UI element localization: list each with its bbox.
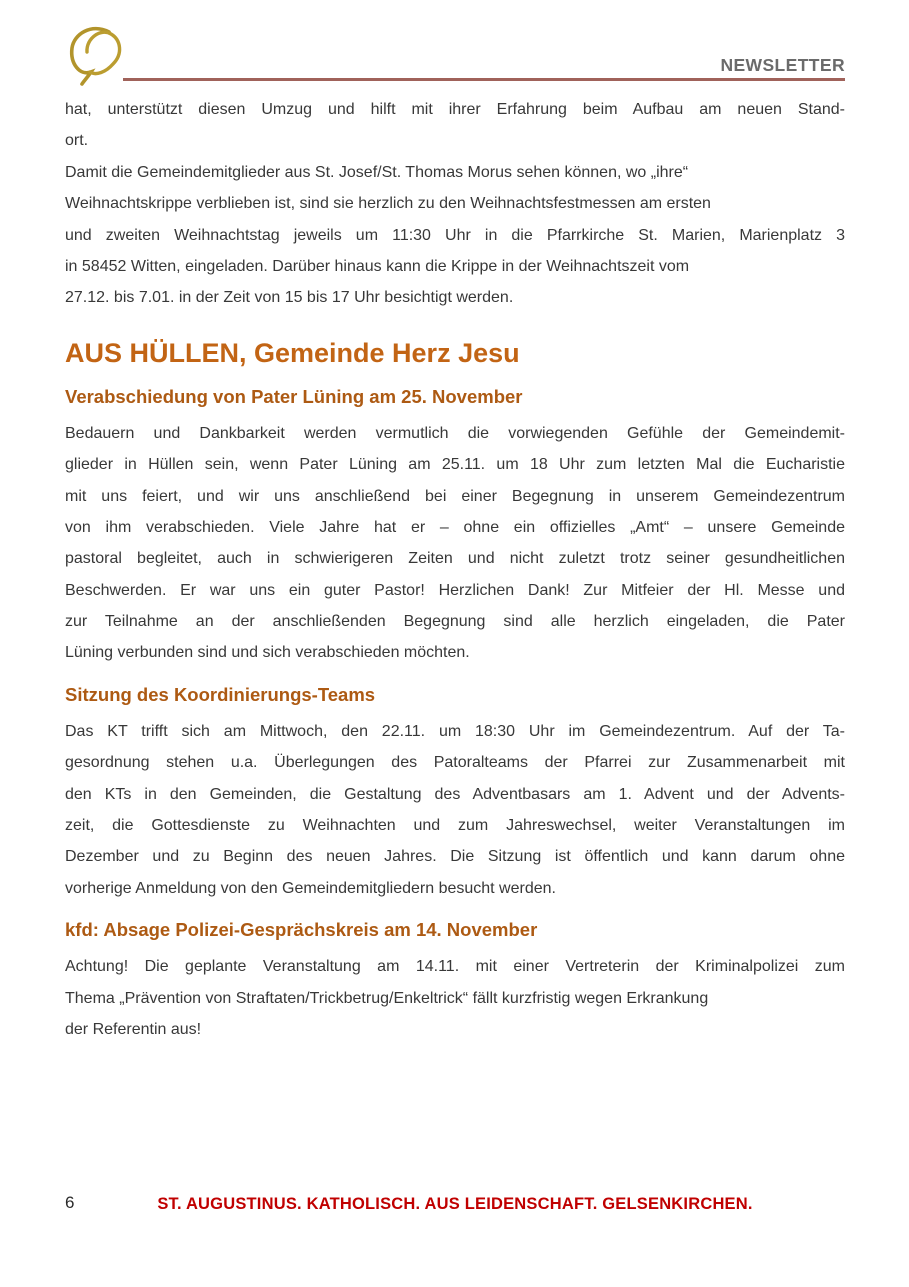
heart-logo-icon — [68, 25, 126, 87]
body-line: der Referentin aus! — [65, 1020, 202, 1038]
section-heading: AUS HÜLLEN, Gemeinde Herz Jesu — [65, 337, 520, 368]
body-line: Beschwerden. Er war uns ein guter Pastor! Herzlichen Dank! Zur Mitfeier der Hl. Messe und — [65, 581, 845, 599]
sub-heading-sitzung: Sitzung des Koordinierungs-Teams — [65, 683, 376, 705]
sub-heading-verabschiedung: Verabschiedung von Pater Lüning am 25. November — [65, 385, 523, 407]
paragraph-sitzung — [65, 716, 845, 904]
body-line: vorherige Anmeldung von den Gemeindemitgliedern besucht werden. — [65, 879, 556, 897]
footer-tagline: ST. AUGUSTINUS. KATHOLISCH. AUS LEIDENSCHAFT. GELSENKIRCHEN. — [157, 1195, 753, 1213]
body-line: glieder in Hüllen sein, wenn Pater Lüning am 25.11. um 18 Uhr zum letzten Mal die Eucharistie — [65, 456, 845, 474]
body-line: Lüning verbunden sind und sich verabschieden möchten. — [65, 644, 470, 662]
body-line: pastoral begleitet, auch in schwierigeren Zeiten und nicht zuletzt trotz seiner gesundheitlichen — [65, 550, 845, 568]
body-line: zur Teilnahme an der anschließenden Begegnung sind alle herzlich eingeladen, die Pater — [65, 613, 845, 631]
paragraph-kfd-absage — [65, 951, 845, 1045]
body-line: in 58452 Witten, eingeladen. Darüber hinaus kann die Krippe in der Weihnachtszeit vom — [65, 257, 690, 275]
body-line: Bedauern und Dankbarkeit werden vermutlich die vorwiegenden Gefühle der Gemeindemit- — [65, 424, 845, 442]
body-line: hat, unterstützt diesen Umzug und hilft mit ihrer Erfahrung beim Aufbau am neuen Stand- — [65, 101, 845, 118]
body-line: ort. — [65, 132, 89, 150]
body-line: Das KT trifft sich am Mittwoch, den 22.11. um 18:30 Uhr im Gemeindezentrum. Auf der Ta- — [65, 722, 845, 740]
body-line: gesordnung stehen u.a. Überlegungen des Patoralteams der Pfarrei zur Zusammenarbeit mit — [65, 754, 845, 772]
paragraph-verabschiedung — [65, 418, 845, 669]
body-line: Dezember und zu Beginn des neuen Jahres. Die Sitzung ist öffentlich und kann darum ohne — [65, 848, 845, 866]
page-body — [65, 94, 845, 1045]
header-rule — [123, 78, 845, 81]
body-line: den KTs in den Gemeinden, die Gestaltung des Adventbasars am 1. Advent und der Advents- — [65, 785, 845, 803]
newsletter-header-title: NEWSLETTER — [720, 55, 845, 75]
body-line: Achtung! Die geplante Veranstaltung am 14.11. mit einer Vertreterin der Kriminalpolizei zum — [65, 958, 845, 976]
body-line: Damit die Gemeindemitglieder aus St. Josef/St. Thomas Morus sehen können, wo „ihre“ — [65, 163, 689, 181]
intro-paragraph — [65, 94, 845, 314]
body-line: zeit, die Gottesdienste zu Weihnachten und zum Jahreswechsel, weiter Veranstaltungen im — [65, 817, 845, 835]
sub-heading-kfd-absage: kfd: Absage Polizei-Gesprächskreis am 14. November — [65, 919, 538, 941]
body-line: Weihnachtskrippe verblieben ist, sind sie herzlich zu den Weihnachtsfestmessen am ersten — [65, 195, 711, 213]
page-number: 6 — [65, 1193, 75, 1212]
body-line: 27.12. bis 7.01. in der Zeit von 15 bis 17 Uhr besichtigt werden. — [65, 289, 514, 307]
body-line: von ihm verabschieden. Viele Jahre hat er – ohne ein offizielles „Amt“ – unsere Gemeinde — [65, 518, 845, 536]
body-line: mit uns feiert, und wir uns anschließend bei einer Begegnung in unserem Gemeindezentrum — [65, 487, 845, 505]
body-line: und zweiten Weihnachtstag jeweils um 11:30 Uhr in die Pfarrkirche St. Marien, Marienplatz 3 — [65, 226, 845, 244]
body-line: Thema „Prävention von Straftaten/Trickbetrug/Enkeltrick“ fällt kurzfristig wegen Erkrankung — [65, 989, 709, 1007]
